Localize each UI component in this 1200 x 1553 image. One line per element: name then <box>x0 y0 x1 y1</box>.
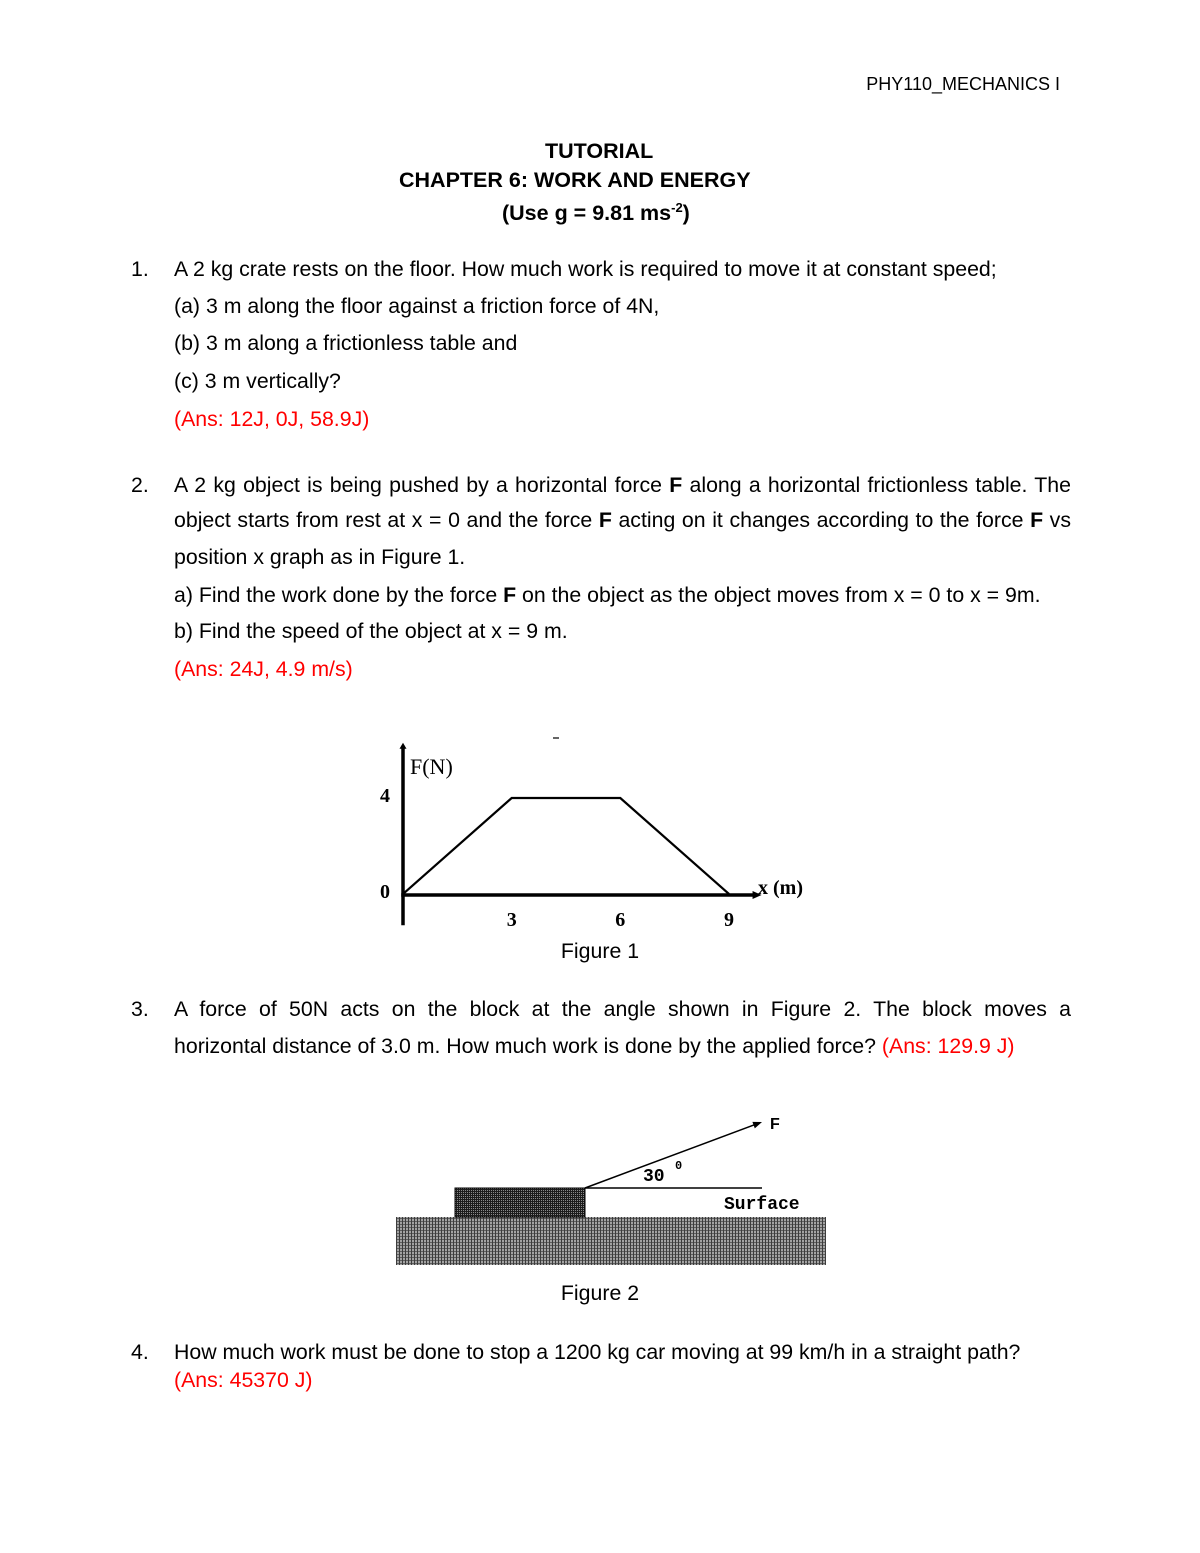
force-symbol: F <box>503 583 517 607</box>
question-2-part-a-text-b: on the object as the object moves from x = 0 to x = 9m. <box>516 583 1041 607</box>
course-header: PHY110_MECHANICS I <box>866 74 1060 94</box>
question-1-answer: (Ans: 12J, 0J, 58.9J) <box>174 407 370 431</box>
surface-label: Surface <box>724 1195 800 1215</box>
figure-1-x-tick-label-3: 3 <box>506 909 517 931</box>
question-3-number: 3. <box>131 997 149 1021</box>
block <box>455 1188 585 1217</box>
figure-1-y-axis-arrowhead <box>400 743 407 749</box>
question-2-line-1-text-a: A 2 kg object is being pushed by a horizontal force <box>174 473 670 497</box>
force-arrow-shaft <box>585 1125 755 1188</box>
question-1-part-c: (c) 3 m vertically? <box>174 369 341 393</box>
force-arrow-head <box>752 1122 762 1129</box>
question-4-number: 4. <box>131 1340 149 1364</box>
gravity-note-exponent: -2 <box>671 200 683 215</box>
figure-1-force-series-line <box>403 798 729 894</box>
question-2-line-2-text-c: vs <box>1043 508 1071 532</box>
force-label: F <box>770 1116 780 1133</box>
question-2-part-a-text-a: a) Find the work done by the force <box>174 583 504 607</box>
figure-1-x-tick-label-6: 6 <box>615 909 626 931</box>
gravity-note <box>502 200 690 226</box>
figure-1-force-position-graph <box>360 725 830 935</box>
figure-1-plot-area <box>403 798 729 894</box>
question-4-text: How much work must be done to stop a 1200 kg car moving at 99 km/h in a straight path? <box>174 1340 1021 1364</box>
gravity-note-text: (Use g = 9.81 ms <box>502 201 672 225</box>
question-3-line-2 <box>174 1033 1014 1059</box>
question-3-answer: (Ans: 129.9 J) <box>881 1034 1015 1058</box>
figure-2-caption: Figure 2 <box>560 1281 640 1305</box>
angle-degree-mark: 0 <box>675 1159 683 1173</box>
question-2-line-3: position x graph as in Figure 1. <box>174 545 466 569</box>
angle-label: 30 <box>643 1167 665 1187</box>
figure-1-axes <box>400 743 762 925</box>
question-2-line-2-text-a: object starts from rest at x = 0 and the force <box>174 508 599 532</box>
gravity-note-close: ) <box>682 201 690 225</box>
question-2-number: 2. <box>131 473 149 497</box>
question-2-answer: (Ans: 24J, 4.9 m/s) <box>174 657 353 681</box>
figure-1-y-tick-label-4: 4 <box>380 785 390 807</box>
figure-1-tick-labels <box>380 785 734 931</box>
question-2-part-b: b) Find the speed of the object at x = 9 m. <box>174 619 568 643</box>
question-3-line-1: A force of 50N acts on the block at the angle shown in Figure 2. The block moves a <box>174 997 1071 1021</box>
question-4-answer: (Ans: 45370 J) <box>174 1368 313 1392</box>
figure-1-x-axis-label: x (m) <box>758 877 803 899</box>
figure-2-block-diagram <box>390 1105 840 1270</box>
chapter-title: CHAPTER 6: WORK AND ENERGY <box>399 168 751 192</box>
question-2-part-a <box>174 582 1041 608</box>
figure-1-caption: Figure 1 <box>560 939 640 963</box>
figure-1-x-tick-label-9: 9 <box>724 909 734 931</box>
question-3-line-2-text: horizontal distance of 3.0 m. How much work is done by the applied force? <box>174 1034 882 1058</box>
ground <box>396 1217 826 1265</box>
question-1-part-b: (b) 3 m along a frictionless table and <box>174 331 518 355</box>
question-1-part-a: (a) 3 m along the floor against a friction force of 4N, <box>174 294 660 318</box>
question-2-line-1-text-b: along a horizontal frictionless table. The <box>682 473 1071 497</box>
force-symbol: F <box>669 473 683 497</box>
figure-1-y-axis-label: F(N) <box>410 754 453 779</box>
question-2-line-2 <box>174 507 1071 533</box>
question-2-line-1 <box>174 472 1071 498</box>
force-symbol: F <box>598 508 612 532</box>
tutorial-title: TUTORIAL <box>545 139 654 163</box>
figure-1-y-tick-label-0: 0 <box>380 881 390 903</box>
force-symbol: F <box>1030 508 1044 532</box>
question-1-stem: A 2 kg crate rests on the floor. How much work is required to move it at constant speed; <box>174 257 997 281</box>
question-1-number: 1. <box>131 257 149 281</box>
question-2-line-2-text-b: acting on it changes according to the force <box>611 508 1031 532</box>
